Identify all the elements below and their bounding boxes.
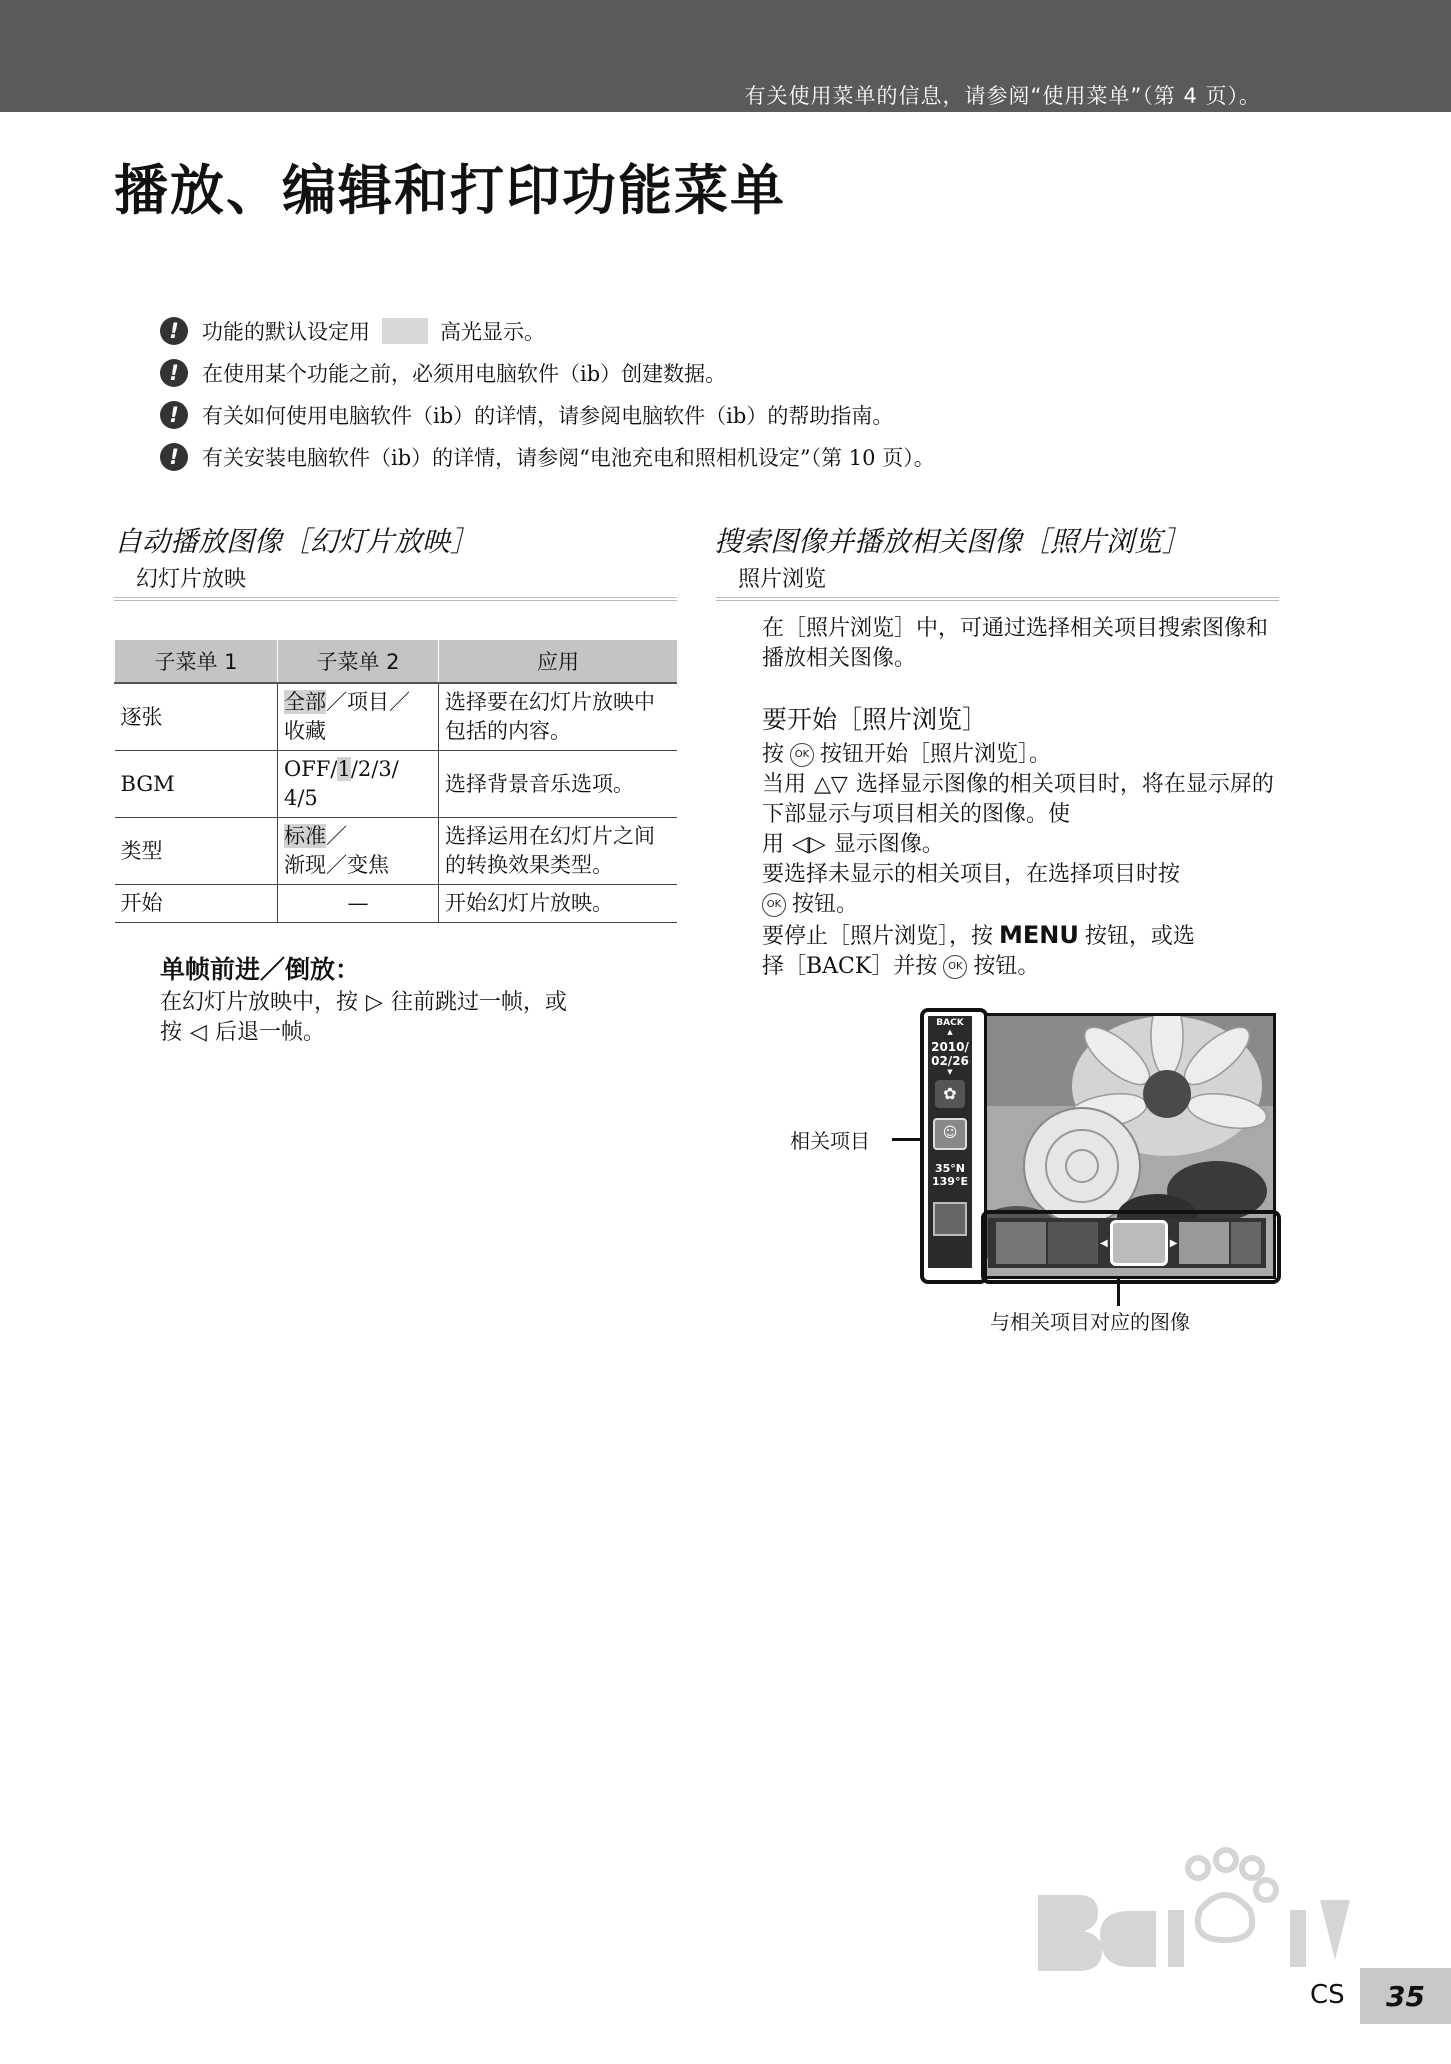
related-images-label: 与相关项目对应的图像 [990, 1310, 1190, 1334]
table-row: 开始 — 开始幻灯片放映。 [115, 885, 678, 923]
left-arrow-icon: ◁ [190, 1020, 207, 1045]
ok-button-icon: OK [790, 743, 814, 767]
page-number: 35 [1360, 1968, 1451, 2024]
slideshow-section-title: 自动播放图像［幻灯片放映］ [114, 525, 479, 558]
photo-surfing-section-title: 搜索图像并播放相关图像［照片浏览］ [714, 525, 1191, 558]
table-row: 逐张 全部／项目／ 收藏 选择要在幻灯片放映中包括的内容。 [115, 683, 678, 751]
language-code: CS [1310, 1980, 1345, 2010]
warning-icon: ! [160, 401, 188, 429]
frame-step-text: 在幻灯片放映中，按 ▷ 往前跳过一帧，或 按 ◁ 后退一帧。 [160, 990, 567, 1045]
slideshow-subtitle: 幻灯片放映 [114, 562, 677, 601]
flower-mode-icon[interactable]: ✿ [935, 1080, 965, 1108]
down-arrow-icon: ▼ [947, 1068, 953, 1076]
callout-line [892, 1138, 922, 1141]
warning-icon: ! [160, 359, 188, 387]
note-item: ! 有关安装电脑软件（ib）的详情，请参阅“电池充电和照相机设定”（第 10 页）。 [160, 436, 1160, 478]
right-arrow-icon: ▷ [366, 990, 383, 1015]
table-row: BGM OFF/1/2/3/ 4/5 选择背景音乐选项。 [115, 751, 678, 818]
photo-surfing-subtitle: 照片浏览 [716, 562, 1279, 601]
warning-icon: ! [160, 317, 188, 345]
selected-thumbnail[interactable] [1110, 1220, 1168, 1266]
warning-icon: ! [160, 443, 188, 471]
back-item[interactable]: BACK [936, 1018, 964, 1028]
page-title: 播放、编辑和打印功能菜单 [114, 159, 786, 222]
slideshow-menu-table [114, 640, 677, 923]
thumbnail[interactable] [1179, 1222, 1229, 1264]
note-item: ! 功能的默认设定用 高光显示。 [160, 310, 1160, 352]
baidu-watermark-logo [1030, 1840, 1360, 1980]
note-item: ! 在使用某个功能之前，必须用电脑软件（ib）创建数据。 [160, 352, 1160, 394]
menu-key-label: MENU [999, 921, 1079, 949]
table-row: 类型 标准／ 渐现／变焦 选择运用在幻灯片之间的转换效果类型。 [115, 818, 678, 885]
notes-list [160, 310, 1160, 478]
table-header: 子菜单 2 [278, 640, 439, 683]
table-header: 应用 [439, 640, 678, 683]
up-arrow-icon: ▲ [947, 1028, 953, 1036]
frame-step-heading: 单帧前进／倒放： [160, 955, 361, 984]
header-bar [0, 0, 1451, 112]
thumbnail[interactable] [996, 1222, 1046, 1264]
photo-surfing-intro: 在［照片浏览］中，可通过选择相关项目搜索图像和播放相关图像。 [762, 616, 1269, 671]
callout-line [1117, 1276, 1120, 1306]
start-heading: 要开始［照片浏览］ [762, 705, 988, 734]
table-header: 子菜单 1 [115, 640, 278, 683]
header-note: 有关使用菜单的信息，请参阅“使用菜单”（第 4 页）。 [744, 84, 1261, 108]
note-item: ! 有关如何使用电脑软件（ib）的详情，请参阅电脑软件（ib）的帮助指南。 [160, 394, 1160, 436]
thumbnail[interactable] [1231, 1222, 1261, 1264]
ok-button-icon: OK [762, 893, 786, 917]
highlight-sample [382, 318, 428, 344]
thumbnail-item-icon[interactable] [933, 1202, 967, 1236]
right-arrow-icon: ▶ [1169, 1237, 1178, 1249]
face-icon[interactable]: ☺ [933, 1118, 967, 1150]
thumbnail[interactable] [1048, 1222, 1098, 1264]
related-items-label: 相关项目 [790, 1129, 870, 1153]
left-arrow-icon: ◀ [1100, 1237, 1108, 1249]
thumbnail-strip [988, 1218, 1266, 1268]
related-items-strip: BACK ▲ 2010/ 02/26 ▼ ✿ ☺ 35°N 139°E [928, 1016, 972, 1268]
left-right-arrow-icon: ◁▷ [792, 832, 826, 857]
start-instructions: 按 OK 按钮开始［照片浏览］。 当用 △▽ 选择显示图像的相关项目时，将在显示屏的下部显示与项目相关的图像。使 用 ◁▷ 显示图像。 要选择未显示的相关项目，在选择项目时按 OK 按钮。 要停止［照片浏览］，按 MENU 按钮，或选 择［BACK］并按 OK 按钮。 [762, 742, 1274, 979]
ok-button-icon: OK [943, 955, 967, 979]
up-down-arrow-icon: △▽ [814, 772, 848, 797]
table-header-row [115, 640, 678, 683]
